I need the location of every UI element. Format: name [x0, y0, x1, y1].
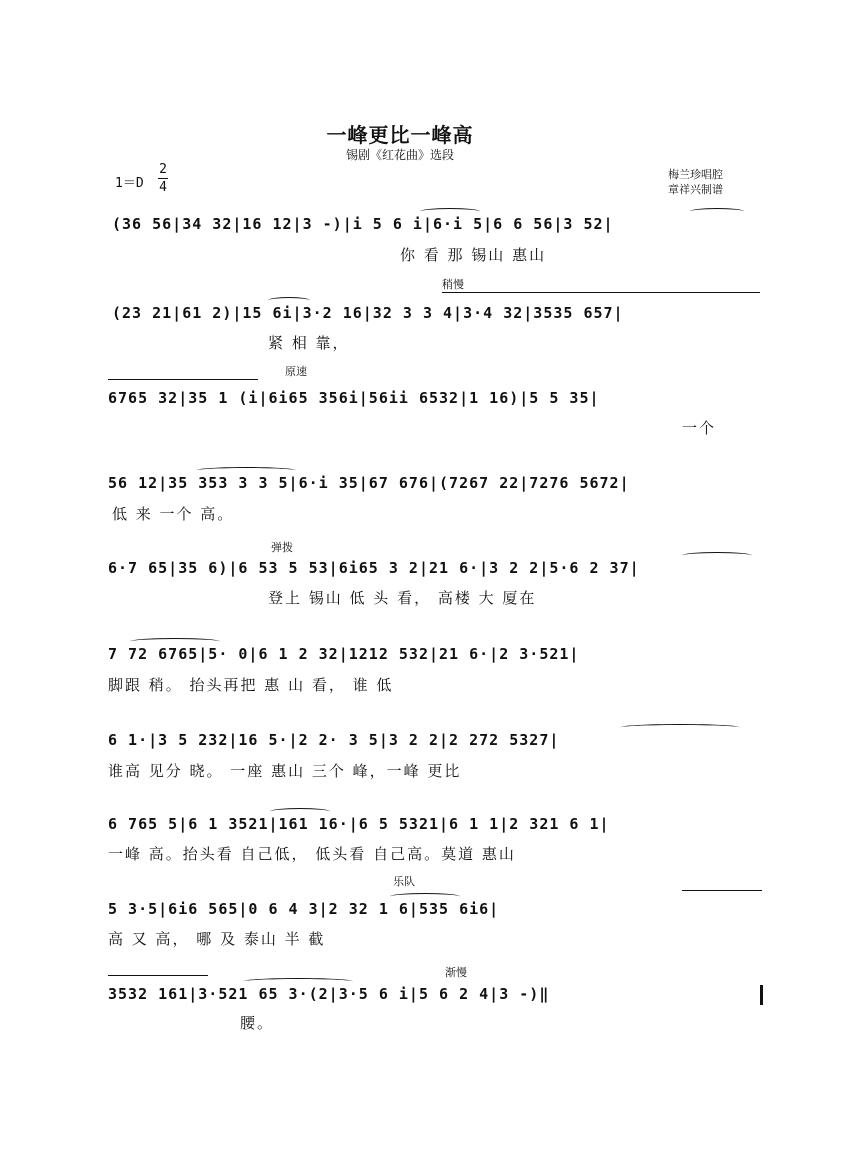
- time-signature: [158, 162, 168, 195]
- slur: [420, 208, 480, 215]
- row-1-notes: (36 56|34 32|16 12|3 -)|i 5 6 i|6·i 5|6 6 56|3 52|: [112, 215, 614, 233]
- row-9-notes: 5 3·5|6i6 565|0 6 4 3|2 32 1 6|535 6i6|: [108, 900, 500, 918]
- row-10-notes: 3532 161|3·521 65 3·(2|3·5 6 i|5 6 2 4|3 -)‖: [108, 985, 550, 1003]
- tempo-marking-original: 原速: [285, 365, 307, 378]
- row-3-notes: 6765 32|35 1 (i|6i65 356i|56ii 6532|1 16)|5 5 35|: [108, 389, 600, 407]
- tempo-marking-gradual-slow: 渐慢: [445, 966, 467, 979]
- slur: [243, 978, 353, 985]
- slur: [390, 893, 460, 900]
- row-10-lyrics: 腰。: [240, 1014, 275, 1032]
- slur: [268, 297, 310, 304]
- row-8-notes: 6 765 5|6 1 3521|161 16·|6 5 5321|6 1 1|2 321 6 1|: [108, 815, 610, 833]
- row-5-lyrics: 登上 锡山 低 头 看， 高楼 大 厦在: [268, 589, 537, 607]
- time-signature-bar: [158, 178, 168, 179]
- instrument-marking-band: 乐队: [393, 875, 415, 888]
- time-signature-bottom: 4: [159, 180, 167, 195]
- song-subtitle: 锡剧《红花曲》选段: [345, 148, 454, 162]
- tempo-extension-line: [442, 292, 760, 293]
- song-title: 一峰更比一峰高: [326, 123, 474, 147]
- arranger-credit: 章祥兴制谱: [668, 183, 723, 196]
- slur: [196, 467, 296, 474]
- singer-credit: 梅兰珍唱腔: [668, 168, 723, 181]
- row-6-lyrics: 脚跟 稍。 抬头再把 惠 山 看， 谁 低: [108, 676, 394, 694]
- time-signature-top: 2: [159, 162, 167, 177]
- row-4-lyrics: 低 来 一个 高。: [112, 505, 235, 523]
- slur: [130, 638, 220, 645]
- row-2-notes: (23 21|61 2)|15 6i|3·2 16|32 3 3 4|3·4 32|3535 657|: [112, 304, 624, 322]
- row-3-lyrics: 一个: [682, 419, 717, 437]
- row-7-notes: 6 1·|3 5 232|16 5·|2 2· 3 5|3 2 2|2 272 5327|: [108, 731, 560, 749]
- row-9-lyrics: 高 又 高， 哪 及 泰山 半 截: [108, 930, 326, 948]
- beam-line: [108, 975, 208, 976]
- row-7-lyrics: 谁高 见分 晓。 一座 惠山 三个 峰，一峰 更比: [108, 762, 462, 780]
- tempo-marking-slower: 稍慢: [442, 278, 464, 291]
- slur: [690, 208, 744, 215]
- final-barline: [760, 985, 763, 1005]
- key-signature: 1＝D: [115, 176, 144, 191]
- slur: [620, 724, 740, 731]
- row-8-lyrics: 一峰 高。抬头看 自己低， 低头看 自己高。莫道 惠山: [108, 845, 516, 863]
- instrument-marking-pluck: 弹拨: [271, 541, 293, 554]
- row-2-lyrics: 紧 相 靠，: [268, 334, 350, 352]
- beam-line: [682, 890, 762, 891]
- slur: [682, 552, 752, 559]
- slur: [270, 808, 330, 815]
- row-4-notes: 56 12|35 353 3 3 5|6·i 35|67 676|(7267 22|7276 5672|: [108, 474, 630, 492]
- beam-line: [108, 379, 258, 380]
- row-5-notes: 6·7 65|35 6)|6 53 5 53|6i65 3 2|21 6·|3 2 2|5·6 2 37|: [108, 559, 640, 577]
- row-1-lyrics: 你 看 那 锡山 惠山: [400, 246, 547, 264]
- row-6-notes: 7 72 6765|5· 0|6 1 2 32|1212 532|21 6·|2 3·521|: [108, 645, 580, 663]
